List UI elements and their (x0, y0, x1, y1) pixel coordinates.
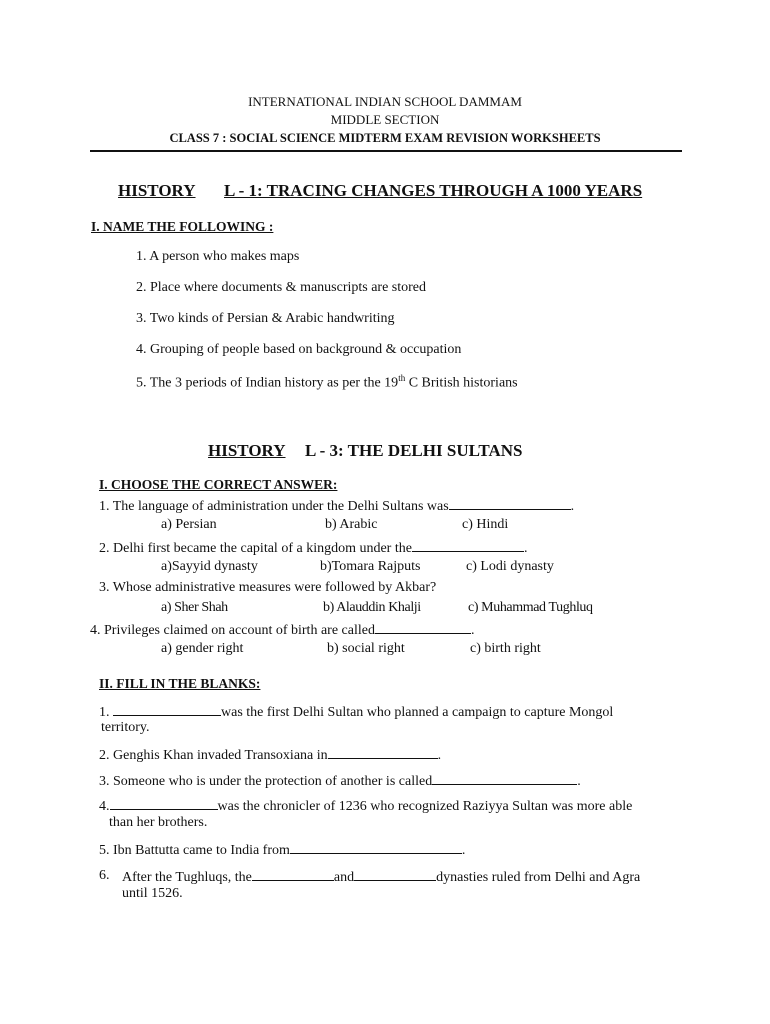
list-item-text: 5. The 3 periods of Indian history as per the 19 (136, 375, 399, 391)
question-end: . (470, 623, 475, 638)
name-following-heading: I. NAME THE FOLLOWING : (91, 219, 274, 234)
question-text: was the chronicler of 1236 who recognized Raziyya Sultan was more able (217, 799, 633, 814)
answer-blank (252, 868, 334, 881)
question-text: 1. The language of administration under the Delhi Sultans was (99, 499, 449, 514)
header-divider (90, 150, 682, 152)
lesson3-subject: HISTORY (208, 441, 286, 460)
mcq-option: a) gender right (161, 641, 244, 656)
mcq-option: c) Muhammad Tughluq (468, 600, 593, 615)
answer-blank (412, 539, 524, 552)
fill-question (122, 868, 640, 886)
school-section: MIDDLE SECTION (330, 112, 440, 127)
superscript: th (398, 373, 406, 383)
mcq-option: b) Alauddin Khalji (323, 600, 421, 615)
mcq-option: a) Sher Shah (161, 600, 228, 615)
answer-blank (354, 868, 436, 881)
list-item-text: C British historians (405, 375, 518, 391)
question-text: After the Tughluqs, the (122, 870, 252, 885)
lesson3-title: L - 3: THE DELHI SULTANS (305, 441, 523, 460)
mcq-option: b)Tomara Rajputs (320, 559, 421, 574)
answer-blank (449, 497, 571, 510)
school-name: INTERNATIONAL INDIAN SCHOOL DAMMAM (248, 94, 522, 109)
question-end: . (437, 748, 442, 763)
lesson1-title: L - 1: TRACING CHANGES THROUGH A 1000 YEARS (224, 181, 643, 200)
mcq-option: a)Sayyid dynasty (161, 559, 258, 574)
question-text: 1. (99, 705, 113, 720)
mcq-question (99, 497, 574, 515)
fill-question (99, 746, 441, 764)
mcq-question (90, 621, 474, 639)
mcq-option: c) Hindi (462, 517, 509, 532)
question-end: . (523, 541, 528, 556)
fill-question (99, 797, 632, 815)
question-text: 3. Someone who is under the protection of another is called (99, 774, 433, 789)
question-text: dynasties ruled from Delhi and Agra (436, 870, 641, 885)
question-end: . (577, 774, 581, 789)
mcq-option: b) Arabic (325, 517, 378, 532)
mcq-question (99, 539, 527, 557)
fill-blanks-heading: II. FILL IN THE BLANKS: (99, 676, 261, 691)
list-item: 1. A person who makes maps (136, 249, 300, 264)
fill-question (99, 841, 465, 859)
mcq-question (99, 580, 436, 596)
question-text: 4. (99, 799, 110, 814)
list-item: 4. Grouping of people based on background & occupation (136, 342, 462, 357)
fill-question-continuation: until 1526. (122, 886, 183, 901)
answer-blank (113, 703, 221, 716)
answer-blank (432, 772, 577, 785)
list-item: 3. Two kinds of Persian & Arabic handwriting (136, 311, 395, 326)
question-number: 6. (99, 868, 110, 883)
question-text: and (333, 870, 355, 885)
question-end: . (461, 843, 466, 858)
question-text: 2. Delhi first became the capital of a kingdom under the (99, 541, 412, 556)
answer-blank (375, 621, 471, 634)
fill-question (99, 703, 613, 721)
question-text: 4. Privileges claimed on account of birth are called (90, 623, 375, 638)
lesson1-subject: HISTORY (118, 181, 196, 200)
class-line: CLASS 7 : SOCIAL SCIENCE MIDTERM EXAM REVISION WORKSHEETS (169, 131, 601, 145)
question-text: 3. Whose administrative measures were followed by Akbar? (99, 580, 437, 595)
answer-blank (110, 797, 218, 810)
fill-question-continuation: territory. (101, 720, 150, 735)
question-end: . (570, 499, 575, 514)
mcq-option: c) Lodi dynasty (466, 559, 554, 574)
mcq-heading: I. CHOOSE THE CORRECT ANSWER: (99, 477, 338, 492)
fill-question-continuation: than her brothers. (109, 815, 208, 830)
mcq-option: c) birth right (470, 641, 541, 656)
fill-question (99, 772, 581, 790)
answer-blank (290, 841, 462, 854)
list-item: 2. Place where documents & manuscripts are stored (136, 280, 427, 295)
question-text: was the first Delhi Sultan who planned a campaign to capture Mongol (221, 705, 614, 720)
fill-question (99, 868, 110, 884)
mcq-option: a) Persian (161, 517, 217, 532)
answer-blank (328, 746, 438, 759)
list-item (136, 373, 518, 392)
question-text: 5. Ibn Battutta came to India from (99, 843, 290, 858)
question-text: 2. Genghis Khan invaded Transoxiana in (99, 748, 328, 763)
mcq-option: b) social right (327, 641, 405, 656)
